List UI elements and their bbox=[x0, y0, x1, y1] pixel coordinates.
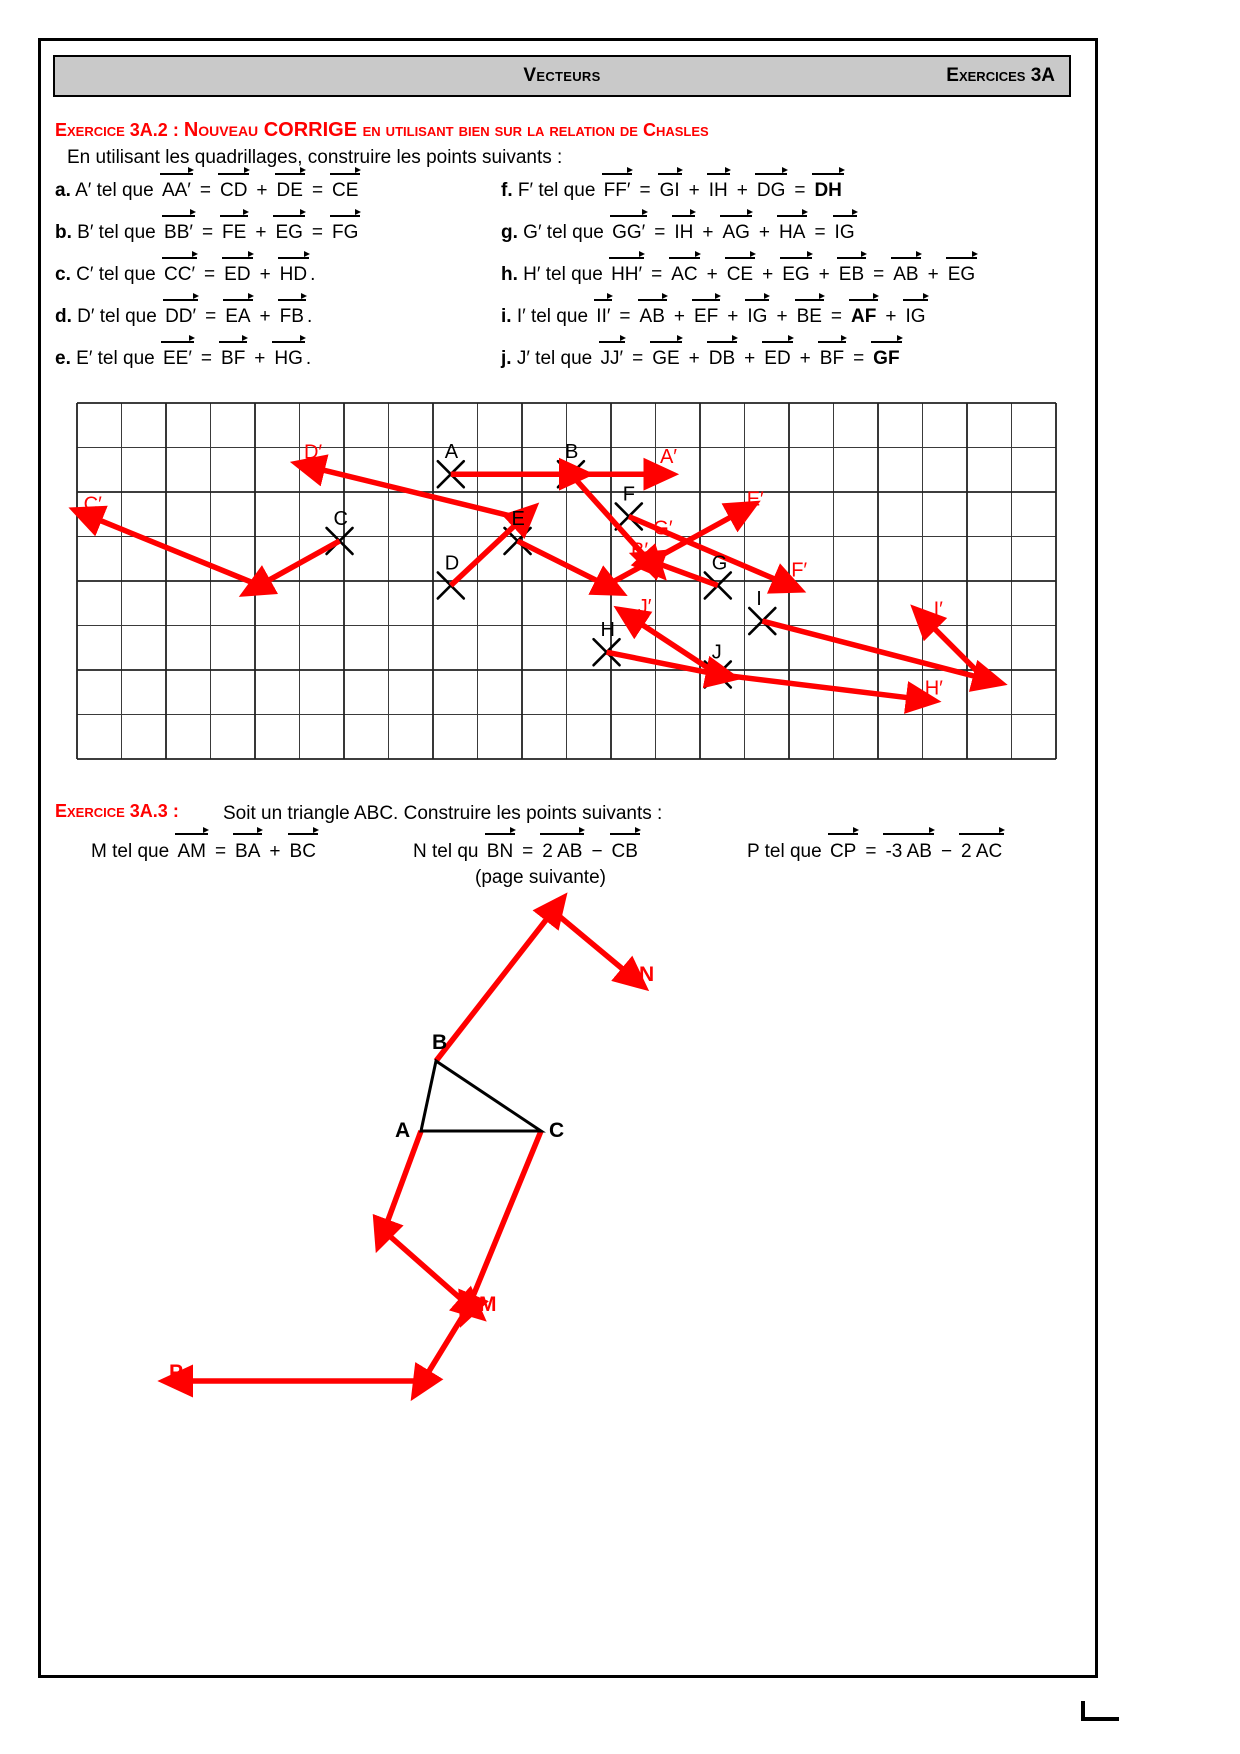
operator: + bbox=[927, 264, 939, 285]
vector-term: ED bbox=[224, 264, 251, 285]
vector-grid-figure bbox=[59, 393, 1083, 778]
vector-term: CP bbox=[829, 841, 857, 862]
operator: = bbox=[830, 306, 843, 327]
vector-term: GG′ bbox=[612, 222, 646, 243]
grid-point-label-Cprime: C′ bbox=[83, 493, 102, 516]
exercise-3a3-title: Exercice 3A.3 : bbox=[55, 801, 179, 821]
vector-term: BN bbox=[486, 841, 514, 862]
grid-point-label-H: H bbox=[600, 619, 616, 642]
operator: + bbox=[256, 180, 268, 201]
item-label: a. bbox=[55, 180, 71, 201]
item-label: h. bbox=[501, 264, 518, 285]
vector-term: DE bbox=[276, 180, 303, 201]
grid-point-label-Jprime: J′ bbox=[637, 596, 652, 619]
operator: + bbox=[776, 306, 788, 327]
operator: + bbox=[259, 306, 271, 327]
operator: = bbox=[311, 222, 323, 243]
operator: = bbox=[200, 348, 213, 369]
grid-point-label-B: B bbox=[564, 441, 579, 464]
item-label: c. bbox=[55, 264, 71, 285]
grid-point-label-G: G bbox=[711, 552, 728, 575]
triangle-vector-P bbox=[469, 1131, 541, 1306]
item-suffix: . bbox=[305, 348, 312, 369]
grid-point-label-J: J bbox=[711, 641, 722, 664]
vector-term: CE bbox=[332, 180, 359, 201]
formula-item-d bbox=[55, 307, 312, 328]
vector-term: DH bbox=[814, 180, 842, 201]
page-border bbox=[38, 38, 1098, 1678]
vector-term: GI bbox=[659, 180, 680, 201]
formula-item-h bbox=[501, 265, 978, 286]
vector-term: BE bbox=[796, 306, 822, 327]
grid-point-label-Gprime: G′ bbox=[653, 517, 673, 540]
exercise-3a2-title-prefix: Exercice 3A.2 : bbox=[55, 120, 184, 140]
point-prefix: M tel que bbox=[91, 841, 170, 862]
grid-point-label-Bprime: B′ bbox=[631, 539, 649, 562]
vector-term: BF bbox=[819, 348, 845, 369]
exercise-3a3-instruction: Soit un triangle ABC. Construire les points suivants : bbox=[223, 803, 663, 824]
formula-item-i bbox=[501, 307, 929, 328]
operator: + bbox=[269, 841, 281, 862]
vector-term: FB bbox=[279, 306, 304, 327]
operator: = bbox=[632, 348, 644, 369]
vector-term: AF bbox=[851, 306, 877, 327]
vector-arrow-e bbox=[518, 541, 607, 586]
triangle-point-M: M bbox=[479, 1293, 497, 1316]
vector-term: EA bbox=[225, 306, 251, 327]
vector-term: AG bbox=[722, 222, 750, 243]
vector-arrow-h bbox=[718, 674, 918, 698]
item-label: g. bbox=[501, 222, 518, 243]
item-suffix: . bbox=[310, 264, 316, 285]
triangle-vector-N bbox=[553, 911, 631, 976]
vector-term: HA bbox=[779, 222, 806, 243]
item-label: e. bbox=[55, 348, 71, 369]
item-prefix: I′ tel que bbox=[516, 306, 589, 327]
vector-term: CE bbox=[726, 264, 754, 285]
vector-term: AB bbox=[893, 264, 919, 285]
vector-term: BF bbox=[221, 348, 246, 369]
point-prefix: N tel qu bbox=[413, 841, 479, 862]
vector-term: EB bbox=[838, 264, 865, 285]
grid-point-label-Eprime: E′ bbox=[746, 488, 764, 511]
item-prefix: F′ tel que bbox=[517, 180, 596, 201]
vector-term: DG bbox=[756, 180, 786, 201]
exercise-3a3-note: (page suivante) bbox=[475, 867, 606, 888]
vector-term: AB bbox=[639, 306, 665, 327]
grid-point-label-Aprime: A′ bbox=[659, 446, 678, 469]
triangle-point-P: P bbox=[169, 1361, 184, 1384]
operator: + bbox=[885, 306, 897, 327]
formula-item-e bbox=[55, 349, 311, 370]
operator: + bbox=[688, 348, 700, 369]
vector-term: AM bbox=[177, 841, 206, 862]
operator: = bbox=[814, 222, 826, 243]
item-label: f. bbox=[501, 180, 513, 201]
vector-term: CC′ bbox=[164, 264, 196, 285]
vector-term: AC bbox=[671, 264, 698, 285]
operator: = bbox=[199, 180, 211, 201]
grid-point-label-Dprime: D′ bbox=[303, 441, 323, 464]
vector-term: HH′ bbox=[611, 264, 643, 285]
operator: − bbox=[591, 841, 603, 862]
vector-term: II′ bbox=[596, 306, 611, 327]
triangle-figure bbox=[169, 881, 841, 1446]
vector-term: IG bbox=[905, 306, 926, 327]
item-label: j. bbox=[501, 348, 512, 369]
formula-item-a bbox=[55, 181, 361, 202]
operator: − bbox=[940, 841, 953, 862]
header-exercise-label: Exercices 3A bbox=[946, 65, 1055, 86]
vector-term: GF bbox=[873, 348, 900, 369]
item-prefix: D′ tel que bbox=[77, 306, 157, 327]
page-corner-mark bbox=[1081, 1679, 1121, 1721]
operator: + bbox=[799, 348, 811, 369]
grid-point-label-Iprime: I′ bbox=[933, 598, 943, 621]
vector-term: EG bbox=[275, 222, 303, 243]
operator: = bbox=[654, 222, 666, 243]
vector-term: 2 AB bbox=[542, 841, 583, 862]
vector-term: FG bbox=[332, 222, 359, 243]
operator: + bbox=[259, 264, 271, 285]
grid-point-label-C: C bbox=[333, 507, 349, 530]
operator: + bbox=[702, 222, 714, 243]
operator: + bbox=[727, 306, 739, 327]
triangle-vector-M bbox=[384, 1231, 469, 1306]
exercise-3a3-point-m bbox=[91, 841, 319, 863]
grid-point-label-A: A bbox=[444, 441, 459, 464]
exercise-3a3-point-n bbox=[413, 841, 641, 863]
vector-term: FE bbox=[222, 222, 247, 243]
formula-item-c bbox=[55, 265, 315, 286]
item-prefix: C′ tel que bbox=[76, 264, 156, 285]
vector-term: ED bbox=[764, 348, 791, 369]
operator: = bbox=[794, 180, 806, 201]
item-suffix: . bbox=[306, 306, 313, 327]
exercise-3a2-title-suffix: en utilisant bien sur la relation de Chasles bbox=[362, 120, 709, 140]
item-prefix: J′ tel que bbox=[516, 348, 593, 369]
vector-term: FF′ bbox=[603, 180, 631, 201]
triangle-vector-P bbox=[423, 1306, 469, 1381]
vector-term: HG bbox=[274, 348, 303, 369]
vector-term: HD bbox=[279, 264, 308, 285]
item-prefix: B′ tel que bbox=[77, 222, 156, 243]
operator: + bbox=[255, 222, 267, 243]
operator: = bbox=[639, 180, 651, 201]
vector-term: IG bbox=[834, 222, 855, 243]
exercise-3a2-title-main: Nouveau CORRIGE bbox=[183, 119, 363, 141]
formula-item-j bbox=[501, 349, 903, 370]
exercise-3a2-title bbox=[55, 119, 709, 142]
operator: = bbox=[853, 348, 865, 369]
operator: = bbox=[873, 264, 885, 285]
formula-item-f bbox=[501, 181, 845, 202]
operator: = bbox=[201, 222, 214, 243]
vector-term: BB′ bbox=[164, 222, 193, 243]
formula-item-b bbox=[55, 223, 361, 244]
operator: = bbox=[205, 306, 217, 327]
vector-term: EG bbox=[947, 264, 976, 285]
operator: = bbox=[214, 841, 227, 862]
operator: + bbox=[736, 180, 748, 201]
item-prefix: H′ tel que bbox=[523, 264, 603, 285]
vector-term: EE′ bbox=[162, 348, 192, 369]
vector-term: EF bbox=[694, 306, 719, 327]
item-prefix: G′ tel que bbox=[523, 222, 604, 243]
vector-arrow-c bbox=[90, 516, 259, 585]
triangle-vertex-A: A bbox=[395, 1119, 411, 1142]
operator: + bbox=[673, 306, 685, 327]
item-prefix: E′ tel que bbox=[76, 348, 155, 369]
vector-term: IH bbox=[708, 180, 728, 201]
operator: = bbox=[522, 841, 534, 862]
vector-term: EG bbox=[782, 264, 810, 285]
item-label: b. bbox=[55, 222, 72, 243]
operator: = bbox=[865, 841, 877, 862]
grid-point-label-D: D bbox=[444, 552, 460, 575]
operator: + bbox=[688, 180, 700, 201]
vector-term: CD bbox=[219, 180, 248, 201]
operator: + bbox=[706, 264, 718, 285]
vector-term: 2 AC bbox=[961, 841, 1003, 862]
operator: = bbox=[619, 306, 631, 327]
vector-term: CB bbox=[611, 841, 638, 862]
vector-term: IG bbox=[747, 306, 768, 327]
grid-point-label-E: E bbox=[511, 507, 525, 530]
triangle-point-N: N bbox=[639, 963, 655, 986]
operator: + bbox=[254, 348, 266, 369]
operator: + bbox=[744, 348, 756, 369]
page-header-banner bbox=[53, 55, 1071, 97]
triangle-vector-N bbox=[436, 911, 553, 1061]
vector-term: BC bbox=[289, 841, 316, 862]
exercise-3a3-point-p bbox=[747, 841, 1005, 863]
operator: + bbox=[758, 222, 771, 243]
point-prefix: P tel que bbox=[747, 841, 822, 862]
exercise-3a2-instruction: En utilisant les quadrillages, construire les points suivants : bbox=[67, 147, 563, 168]
grid-point-label-I: I bbox=[756, 588, 762, 611]
operator: + bbox=[762, 264, 774, 285]
vector-term: DB bbox=[708, 348, 736, 369]
item-prefix: A′ tel que bbox=[75, 180, 154, 201]
item-label: d. bbox=[55, 306, 72, 327]
vector-term: IH bbox=[674, 222, 694, 243]
operator: = bbox=[311, 180, 324, 201]
vector-term: -3 AB bbox=[885, 841, 932, 862]
header-title: Vecteurs bbox=[523, 65, 601, 86]
vector-term: AA′ bbox=[161, 180, 191, 201]
triangle-vertex-B: B bbox=[432, 1031, 448, 1054]
vector-term: GE bbox=[652, 348, 680, 369]
formula-item-g bbox=[501, 223, 858, 244]
operator: + bbox=[818, 264, 830, 285]
grid-point-label-Fprime: F′ bbox=[791, 559, 808, 582]
vector-term: DD′ bbox=[165, 306, 197, 327]
operator: = bbox=[651, 264, 663, 285]
grid-point-label-F: F bbox=[622, 483, 636, 506]
triangle-vertex-C: C bbox=[549, 1119, 565, 1142]
item-label: i. bbox=[501, 306, 512, 327]
vector-term: BA bbox=[235, 841, 261, 862]
triangle-vector-M bbox=[384, 1131, 421, 1231]
operator: = bbox=[204, 264, 216, 285]
vector-term: JJ′ bbox=[600, 348, 624, 369]
grid-point-label-Hprime: H′ bbox=[924, 677, 943, 700]
